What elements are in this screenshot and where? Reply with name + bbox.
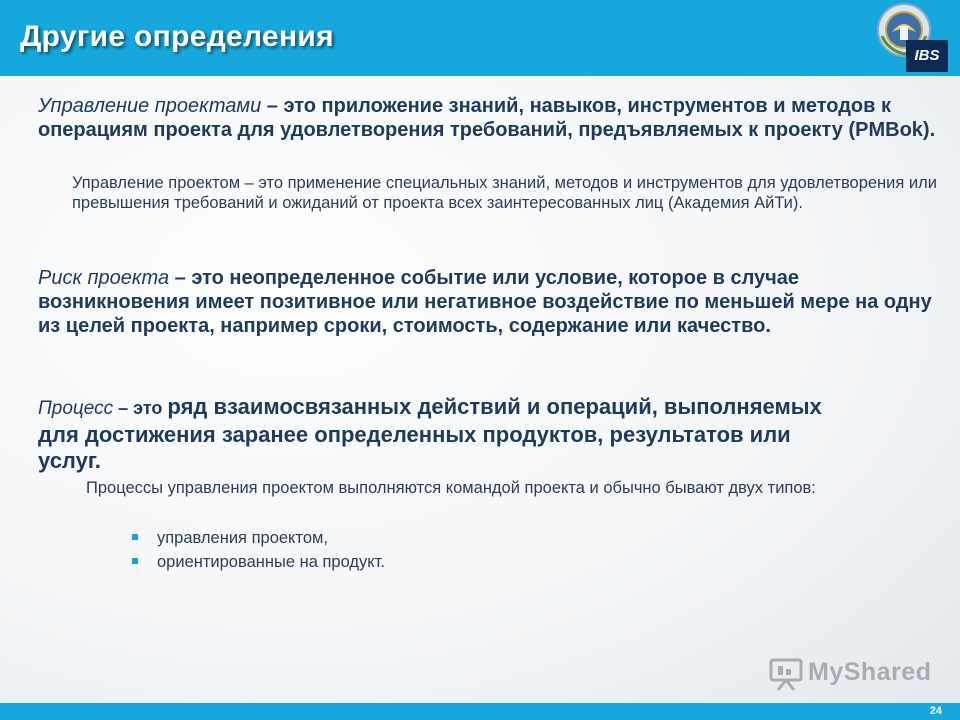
watermark-text: MyShared [808,658,932,686]
list-item: управления проектом, [132,526,732,550]
slide-title: Другие определения [20,20,334,53]
definition-project-management [38,94,938,142]
definition-lead: – это [113,398,168,418]
page-number: 24 [929,705,942,717]
term-label: Управление проектами [38,95,262,117]
term-label: Риск проекта [38,267,170,289]
definition-process [38,394,838,474]
definition-note: Управление проектом – это применение специальных знаний, методов и инструментов для удовлетворения или превышения требований и ожиданий от проекта всех заинтересованных лиц (Академия АйТи). [72,174,937,212]
ibs-logo-box: IBS [906,40,948,72]
footer-bar [0,703,960,720]
bullet-icon [132,558,138,564]
definition-text: ряд взаимосвязанных действий и операций, выполняемых для достижения заранее определенных продуктов, результатов или услуг. [38,394,822,473]
term-label: Процесс [38,398,114,419]
process-types-list [132,526,732,574]
definition-project-risk [38,266,946,338]
definition-note: Процессы управления проектом выполняются командой проекта и обычно бывают двух типов: [86,479,816,497]
presentation-board-icon [768,656,804,692]
bullet-icon [132,534,138,540]
definition-text: – это неопределенное событие или условие, которое в случае возникновения имеет позитивное или негативное воздействие по меньшей мере на одну из целей проекта, например сроки, стоимость, содержание или качество. [38,267,932,337]
watermark [768,656,932,692]
list-item: ориентированные на продукт. [132,550,732,574]
definition-text: – это приложение знаний, навыков, инструментов и методов к операциям проекта для удовлетворения требований, предъявляемых к проекту (PMBok). [38,95,936,141]
